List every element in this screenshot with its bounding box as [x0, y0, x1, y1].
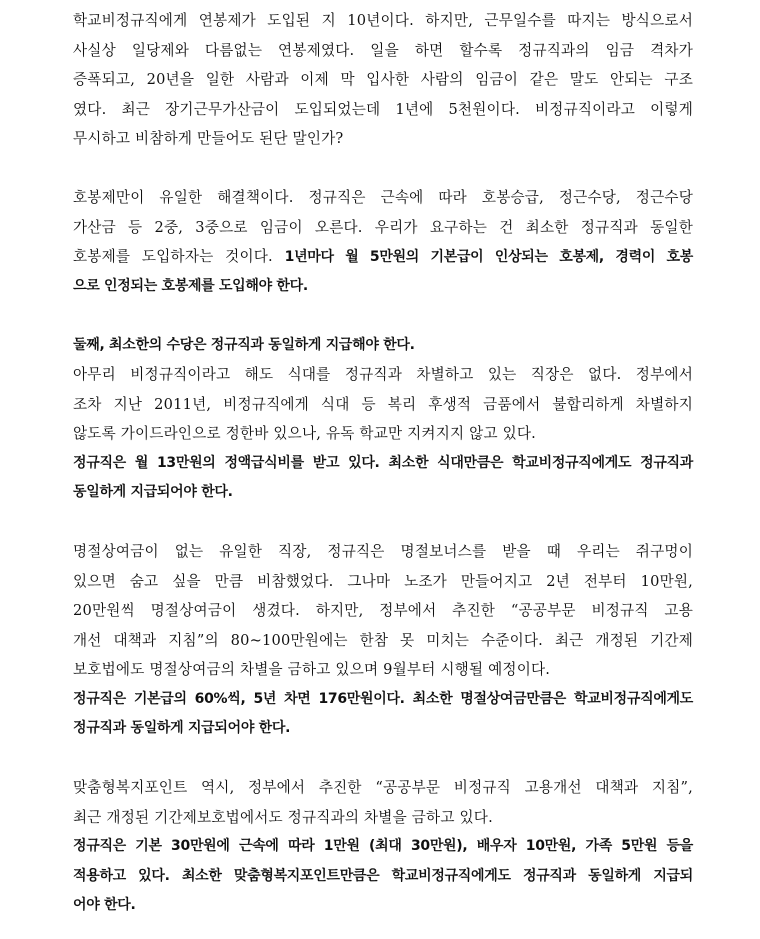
- text-line: 호봉제만이 유일한 해결책이다. 정규직은 근속에 따라 호봉승급, 정근수당, 정근수당: [73, 189, 693, 206]
- text-line: 학교비정규직에게 연봉제가 도입된 지 10년이다. 하지만, 근무일수를 따지는 방식으로서: [73, 12, 693, 29]
- emphasis-line: 동일하게 지급되어야 한다.: [73, 484, 233, 500]
- paragraph: [73, 773, 693, 921]
- text-line: 무시하고 비참하게 만들어도 된단 말인가?: [73, 130, 344, 147]
- emphasis-line: 적용하고 있다. 최소한 맞춤형복지포인트만큼은 학교비정규직에게도 정규직과 동일하게 지급되: [73, 867, 693, 884]
- emphasis-line: 으로 인정되는 호봉제를 도입해야 한다.: [73, 277, 308, 294]
- text-line: [73, 242, 693, 272]
- text-line: 조차 지난 2011년, 비정규직에게 식대 등 복리 후생적 금품에서 불합리하게 차별하지: [73, 395, 693, 413]
- text-line: 가산금 등 2중, 3중으로 임금이 오른다. 우리가 요구하는 건 최소한 정규직과 동일한: [73, 218, 693, 236]
- document-body: [73, 6, 693, 921]
- text-line: 20만원씩 명절상여금이 생겼다. 하지만, 정부에서 추진한 “공공부문 비정규직 고용: [73, 602, 693, 619]
- emphasis-line: 둘째, 최소한의 수당은 정규직과 동일하게 지급해야 한다.: [73, 336, 415, 353]
- paragraph-gap: [73, 508, 693, 538]
- text-segment: 호봉제를 도입하자는 것이다.: [73, 248, 285, 265]
- emphasis-line: 정규직은 월 13만원의 정액급식비를 받고 있다. 최소한 식대만큼은 학교비정규직에게도 정규직과: [73, 454, 693, 471]
- emphasis-line: 정규직과 동일하게 지급되어야 한다.: [73, 720, 291, 736]
- paragraph: [73, 331, 693, 508]
- text-line: 개선 대책과 지침”의 80~100만원에는 한참 못 미치는 수준이다. 최근 개정된 기간제: [73, 631, 693, 649]
- text-line: 였다. 최근 장기근무가산금이 도입되었는데 1년에 5천원이다. 비정규직이라고 이렇게: [73, 100, 693, 118]
- emphasis-segment: 1년마다 월 5만원의 기본급이 인상되는 호봉제, 경력이 호봉: [284, 249, 693, 265]
- text-line: 맞춤형복지포인트 역시, 정부에서 추진한 “공공부문 비정규직 고용개선 대책과 지침”,: [73, 779, 693, 796]
- paragraph: [73, 537, 693, 744]
- text-line: 증폭되고, 20년을 일한 사람과 이제 막 입사한 사람의 임금이 같은 말도 안되는 구조: [73, 71, 693, 88]
- emphasis-line: 정규직은 기본 30만원에 근속에 따라 1만원 (최대 30만원), 배우자 10만원, 가족 5만원 등을: [73, 838, 693, 854]
- paragraph-gap: [73, 154, 693, 184]
- emphasis-line: 어야 한다.: [73, 897, 136, 913]
- text-line: 않도록 가이드라인으로 정한바 있으나, 유독 학교만 지켜지지 않고 있다.: [73, 425, 537, 442]
- text-line: 명절상여금이 없는 유일한 직장, 정규직은 명절보너스를 받을 때 우리는 쥐구멍이: [73, 543, 693, 560]
- paragraph: [73, 6, 693, 154]
- text-line: 아무리 비정규직이라고 해도 식대를 정규직과 차별하고 있는 직장은 없다. 정부에서: [73, 366, 693, 383]
- text-line: 있으면 숨고 싶을 만큼 비참했었다. 그나마 노조가 만들어지고 2년 전부터 10만원,: [73, 572, 693, 590]
- paragraph-gap: [73, 744, 693, 774]
- emphasis-line: 정규직은 기본급의 60%씩, 5년 차면 176만원이다. 최소한 명절상여금만큼은 학교비정규직에게도: [73, 690, 693, 707]
- text-line: 최근 개정된 기간제보호법에서도 정규직과의 차별을 금하고 있다.: [73, 808, 493, 826]
- paragraph-gap: [73, 301, 693, 331]
- text-line: 보호법에도 명절상여금의 차별을 금하고 있으며 9월부터 시행될 예정이다.: [73, 661, 551, 678]
- paragraph: [73, 183, 693, 301]
- text-line: 사실상 일당제와 다름없는 연봉제였다. 일을 하면 할수록 정규직과의 임금 격차가: [73, 41, 693, 59]
